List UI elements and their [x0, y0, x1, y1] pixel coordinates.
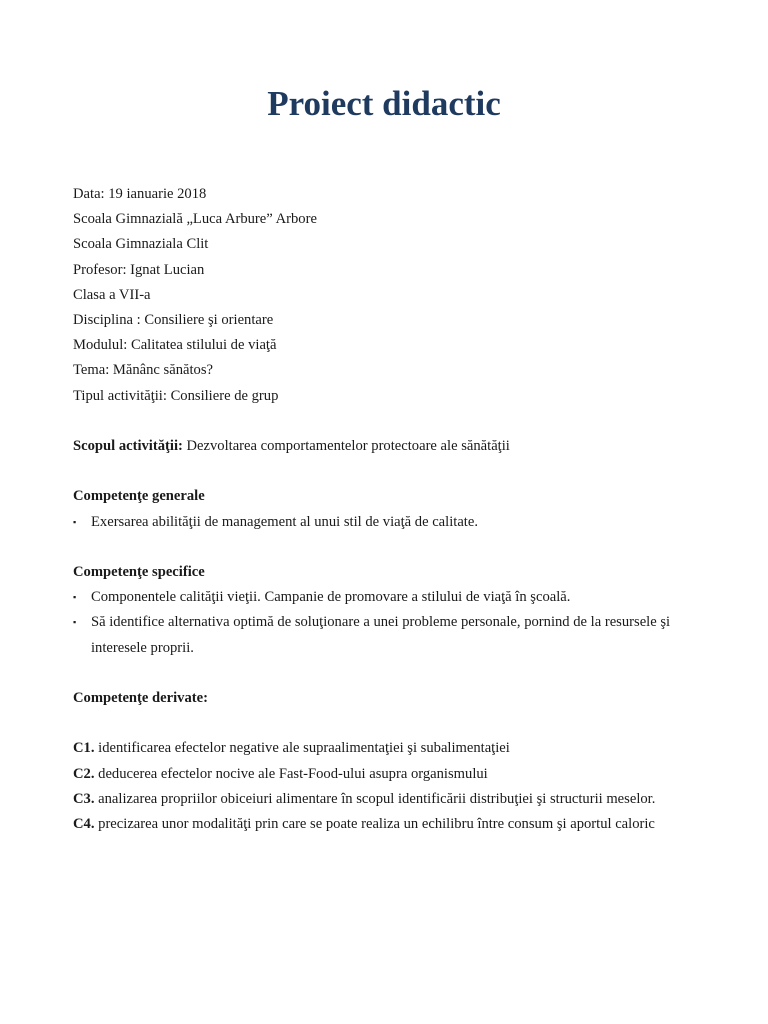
scope-line: [73, 434, 713, 459]
competence-text: identificarea efectelor negative ale supraalimentaţiei şi subalimentaţiei: [94, 740, 510, 757]
competence-code: C2.: [73, 765, 95, 782]
list-item: [73, 585, 713, 610]
list-item-text: Să identifice alternativa optimă de soluţionare a unei probleme personale, pornind de la resursele şi interesele proprii.: [91, 614, 671, 656]
competence-text: precizarea unor modalităţi prin care se poate realiza un echilibru între consum şi aportul caloric: [94, 816, 655, 832]
document-body: [73, 182, 713, 837]
spacer: [73, 711, 713, 736]
derived-competences-heading: Competenţe derivate:: [73, 690, 208, 706]
list-item: [73, 510, 713, 535]
document-title: Proiect didactic: [267, 84, 501, 123]
derived-competence-c2: [73, 762, 713, 787]
info-teacher: Profesor: Ignat Lucian: [73, 261, 205, 278]
info-module: Modulul: Calitatea stilului de viaţă: [73, 337, 277, 354]
info-date: Data: 19 ianuarie 2018: [73, 186, 207, 202]
spacer: [73, 661, 713, 686]
list-item-text: Componentele calităţii vieţii. Campanie de promovare a stilului de viaţă în şcoală.: [91, 589, 571, 606]
bullet-icon: ▪: [73, 516, 77, 527]
list-item: [73, 610, 713, 660]
derived-competence-c1: [73, 736, 713, 761]
info-school-2: Scoala Gimnaziala Clit: [73, 236, 209, 253]
info-school-1: Scoala Gimnazială „Luca Arbure” Arbore: [73, 211, 317, 228]
competence-text: deducerea efectelor nocive ale Fast-Food-ului asupra organismului: [94, 765, 488, 782]
spacer: [73, 409, 713, 434]
competence-code: C4.: [73, 816, 95, 832]
spacer: [73, 535, 713, 560]
spacer: [73, 459, 713, 484]
info-topic: Tema: Mănânc sănătos?: [73, 362, 213, 379]
competence-code: C3.: [73, 790, 95, 807]
info-class: Clasa a VII-a: [73, 286, 151, 303]
specific-competences-list: [73, 585, 713, 661]
bullet-icon: ▪: [73, 617, 77, 628]
bullet-icon: ▪: [73, 592, 77, 603]
derived-competence-c4: [73, 812, 713, 837]
info-activity-type: Tipul activităţii: Consiliere de grup: [73, 387, 279, 404]
info-discipline: Disciplina : Consiliere şi orientare: [73, 312, 274, 329]
specific-competences-heading: Competenţe specifice: [73, 564, 205, 580]
derived-competence-c3: [73, 787, 713, 812]
list-item-text: Exersarea abilităţii de management al unui stil de viaţă de calitate.: [91, 513, 478, 530]
scope-label: Scopul activităţii:: [73, 438, 183, 455]
competence-text: analizarea propriilor obiceiuri alimentare în scopul identificării distribuţiei şi structurii meselor.: [94, 790, 656, 807]
general-competences-list: [73, 510, 713, 535]
general-competences-heading: Competenţe generale: [73, 488, 205, 505]
scope-text: Dezvoltarea comportamentelor protectoare ale sănătăţii: [182, 438, 510, 455]
competence-code: C1.: [73, 740, 95, 757]
